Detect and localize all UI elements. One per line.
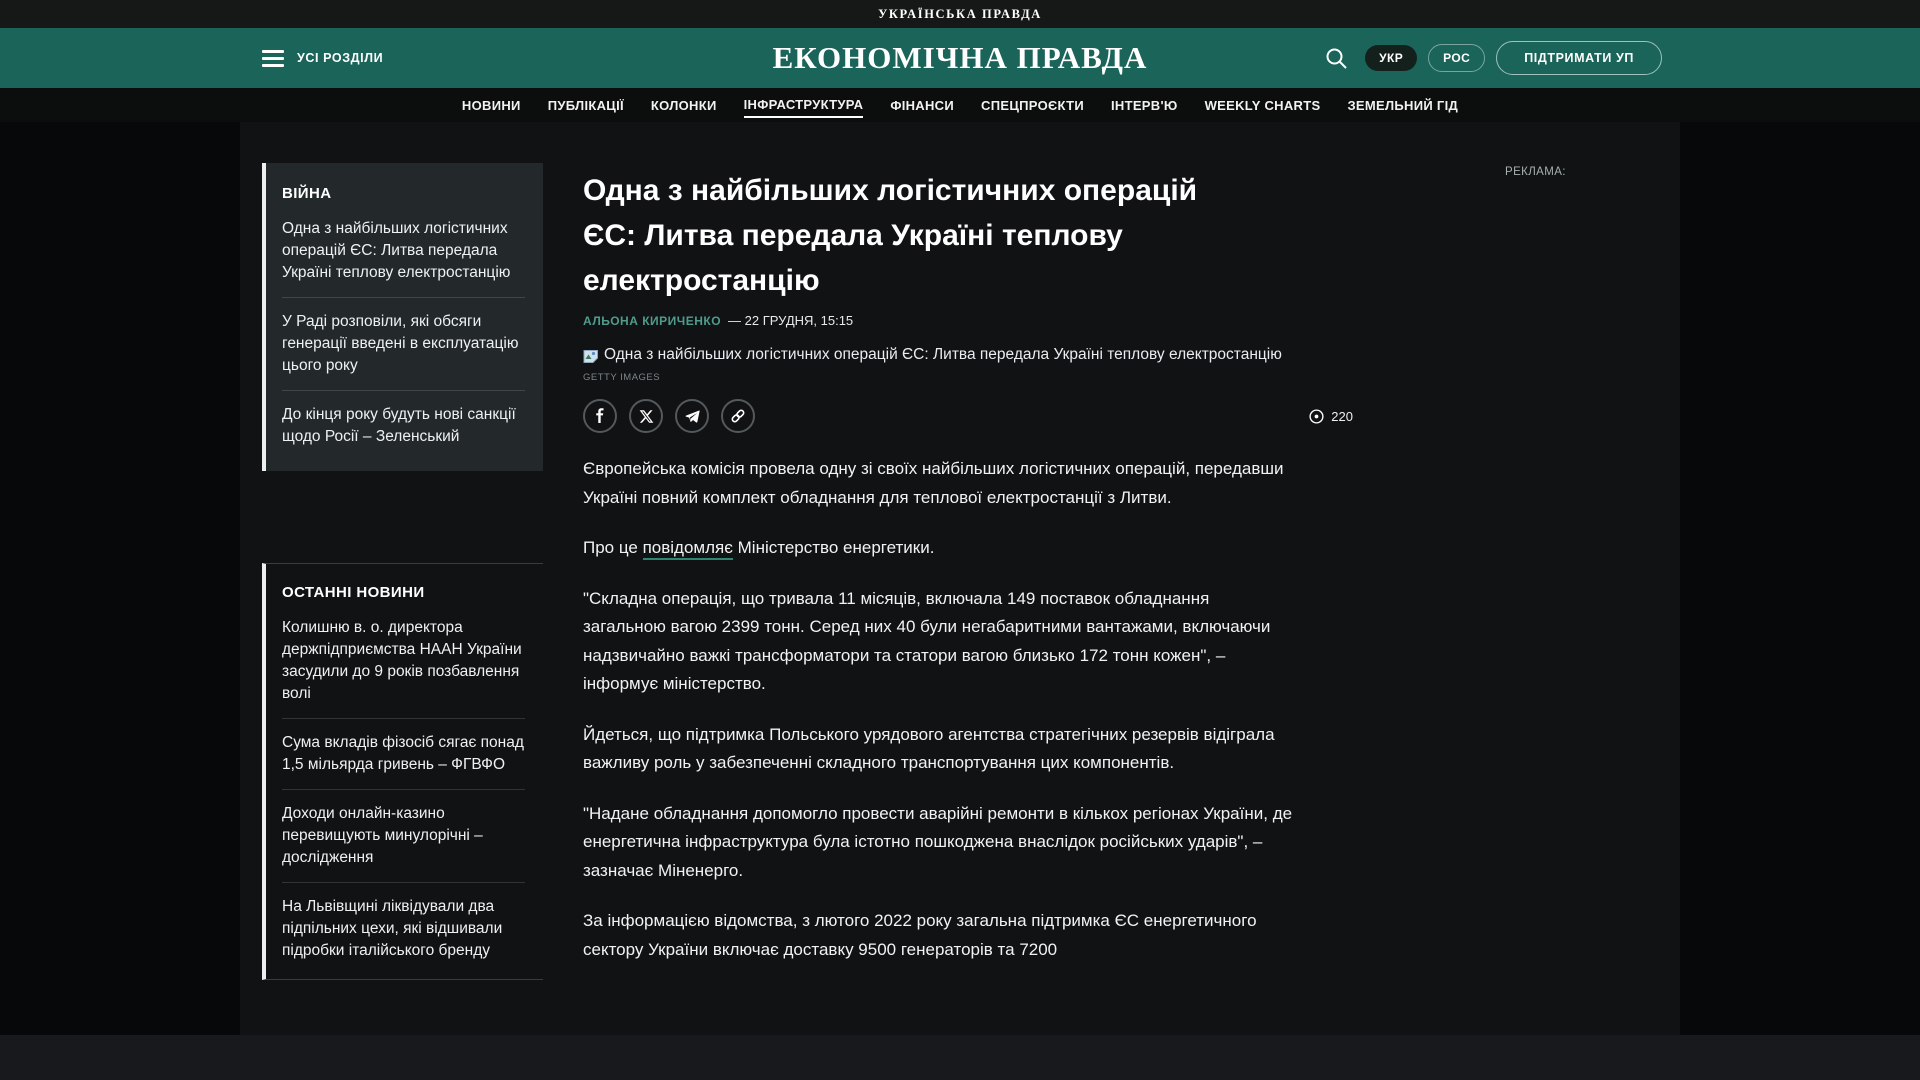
all-sections-label: УСІ РОЗДІЛИ	[297, 51, 384, 65]
war-item-2[interactable]: У Раді розповіли, які обсяги генерації введені в експлуатацію цього року	[282, 297, 525, 390]
search-icon	[1325, 47, 1348, 70]
war-item-1[interactable]: Одна з найбільших логістичних операцій ЄС: Литва передала Україні теплову електростанцію	[282, 220, 511, 281]
nav-item-finansy[interactable]: ФІНАНСИ	[890, 97, 955, 113]
latest-item-2[interactable]: Сума вкладів фізосіб сягає понад 1,5 мільярда гривень – ФГВФО	[282, 718, 525, 789]
ministry-link[interactable]: повідомляє	[643, 538, 733, 560]
copy-link-icon	[729, 407, 747, 425]
sidebar-war-section	[262, 163, 543, 471]
article-paragraph-2: Про це повідомляє Міністерство енергетики.	[583, 534, 1295, 563]
telegram-icon	[684, 408, 701, 425]
all-sections-menu[interactable]	[262, 28, 383, 88]
article-paragraph-1: Європейська комісія провела одну зі своїх найбільших логістичних операцій, передавши Україні повний комплект обладнання для теплової електростанції з Литви.	[583, 459, 1284, 507]
content-area	[240, 122, 1680, 1035]
latest-item-4[interactable]: На Львівщині ліквідували два підпільних цехи, які відшивали підробки італійського бренду	[282, 882, 525, 975]
lang-toggle-ros[interactable]: РОС	[1428, 44, 1485, 72]
header-controls	[1325, 28, 1662, 88]
hamburger-icon	[262, 50, 284, 67]
nav-item-publikatsii[interactable]: ПУБЛІКАЦІЇ	[547, 97, 624, 113]
nav-item-weekly-charts[interactable]: WEEKLY CHARTS	[1204, 97, 1321, 113]
share-buttons	[583, 399, 755, 433]
article-author-link[interactable]: АЛЬОНА КИРИЧЕНКО	[583, 314, 722, 328]
search-button[interactable]	[1325, 47, 1348, 70]
share-row	[583, 399, 1353, 433]
article-broken-image	[583, 346, 1353, 364]
article-paragraph-4: Йдеться, що підтримка Польського урядового агентства стратегічних резервів відіграла важливу роль у забезпеченні складного транспортування цих компонентів.	[583, 724, 1275, 772]
top-bar	[0, 0, 1920, 28]
view-counter	[1308, 408, 1353, 425]
lang-toggle-ukr[interactable]: УКР	[1365, 45, 1417, 71]
article-paragraph-5: "Надане обладнання допомогло провести аварійні ремонти в кількох регіонах України, де енергетична інфраструктура була істотно пошкоджена внаслідок російських ударів", – зазначає Міненерго.	[583, 803, 1293, 880]
nav-item-zemelnyi-hid[interactable]: ЗЕМЕЛЬНИЙ ГІД	[1347, 97, 1459, 113]
image-alt-text: Одна з найбільших логістичних операцій ЄС: Литва передала Україні теплову електростанцію	[604, 346, 1282, 363]
sidebar-latest-section	[262, 563, 543, 980]
views-eye-icon	[1308, 408, 1325, 425]
share-x-button[interactable]	[629, 399, 663, 433]
site-header	[0, 28, 1920, 88]
ekonomichna-pravda-logo[interactable]: ЕКОНОМІЧНА ПРАВДА	[772, 40, 1148, 75]
footer	[0, 1035, 1920, 1080]
war-item-3[interactable]: До кінця року будуть нові санкції щодо Росії – Зеленський	[282, 390, 525, 461]
facebook-icon	[591, 407, 609, 425]
view-count: 220	[1331, 408, 1353, 424]
ad-label: РЕКЛАМА:	[1505, 166, 1566, 178]
article	[583, 150, 1353, 964]
nav-item-infrastruktura[interactable]: ІНФРАСТРУКТУРА	[744, 93, 864, 118]
article-date: — 22 ГРУДНЯ, 15:15	[728, 313, 854, 328]
share-telegram-button[interactable]	[675, 399, 709, 433]
article-paragraph-3: "Складна операція, що тривала 11 місяців, включала 149 поставок обладнання загальною вагою 2399 тонн. Серед них 40 були негабаритними вантажами, включаючи надзвичайно важкі трансформатори та статори вагою близько 172 тонн кожен", – інформує міністерство.	[583, 588, 1271, 693]
latest-item-3[interactable]: Доходи онлайн-казино перевищують минулорічні – дослідження	[282, 789, 525, 882]
image-credit: GETTY IMAGES	[583, 372, 661, 383]
article-title: Одна з найбільших логістичних операцій ЄС: Литва передала Україні теплову електростанцію	[583, 174, 1198, 297]
sidebar-latest-title: ОСТАННІ НОВИНИ	[282, 584, 425, 601]
main-nav	[0, 88, 1920, 122]
nav-item-interviu[interactable]: ІНТЕРВ'Ю	[1110, 97, 1178, 113]
share-facebook-button[interactable]	[583, 399, 617, 433]
latest-item-1[interactable]: Колишню в. о. директора держпідприємства НААН України засудили до 9 років позбавлення волі	[282, 619, 522, 702]
support-up-button[interactable]: ПІДТРИМАТИ УП	[1496, 41, 1662, 75]
nav-item-novyny[interactable]: НОВИНИ	[461, 97, 521, 113]
ukrainska-pravda-logo[interactable]: УКРАЇНСЬКА ПРАВДА	[878, 6, 1042, 21]
article-byline	[583, 313, 1353, 328]
share-copy-link-button[interactable]	[721, 399, 755, 433]
x-icon	[639, 409, 654, 424]
broken-image-icon	[583, 349, 599, 364]
article-paragraph-6: За інформацією відомства, з лютого 2022 року загальна підтримка ЄС енергетичного сектору України включає доставку 9500 генераторів та 7200	[583, 911, 1257, 959]
sidebar-war-title: ВІЙНА	[282, 185, 332, 202]
nav-item-spetsproekty[interactable]: СПЕЦПРОЄКТИ	[981, 97, 1084, 113]
nav-item-kolonky[interactable]: КОЛОНКИ	[650, 97, 717, 113]
